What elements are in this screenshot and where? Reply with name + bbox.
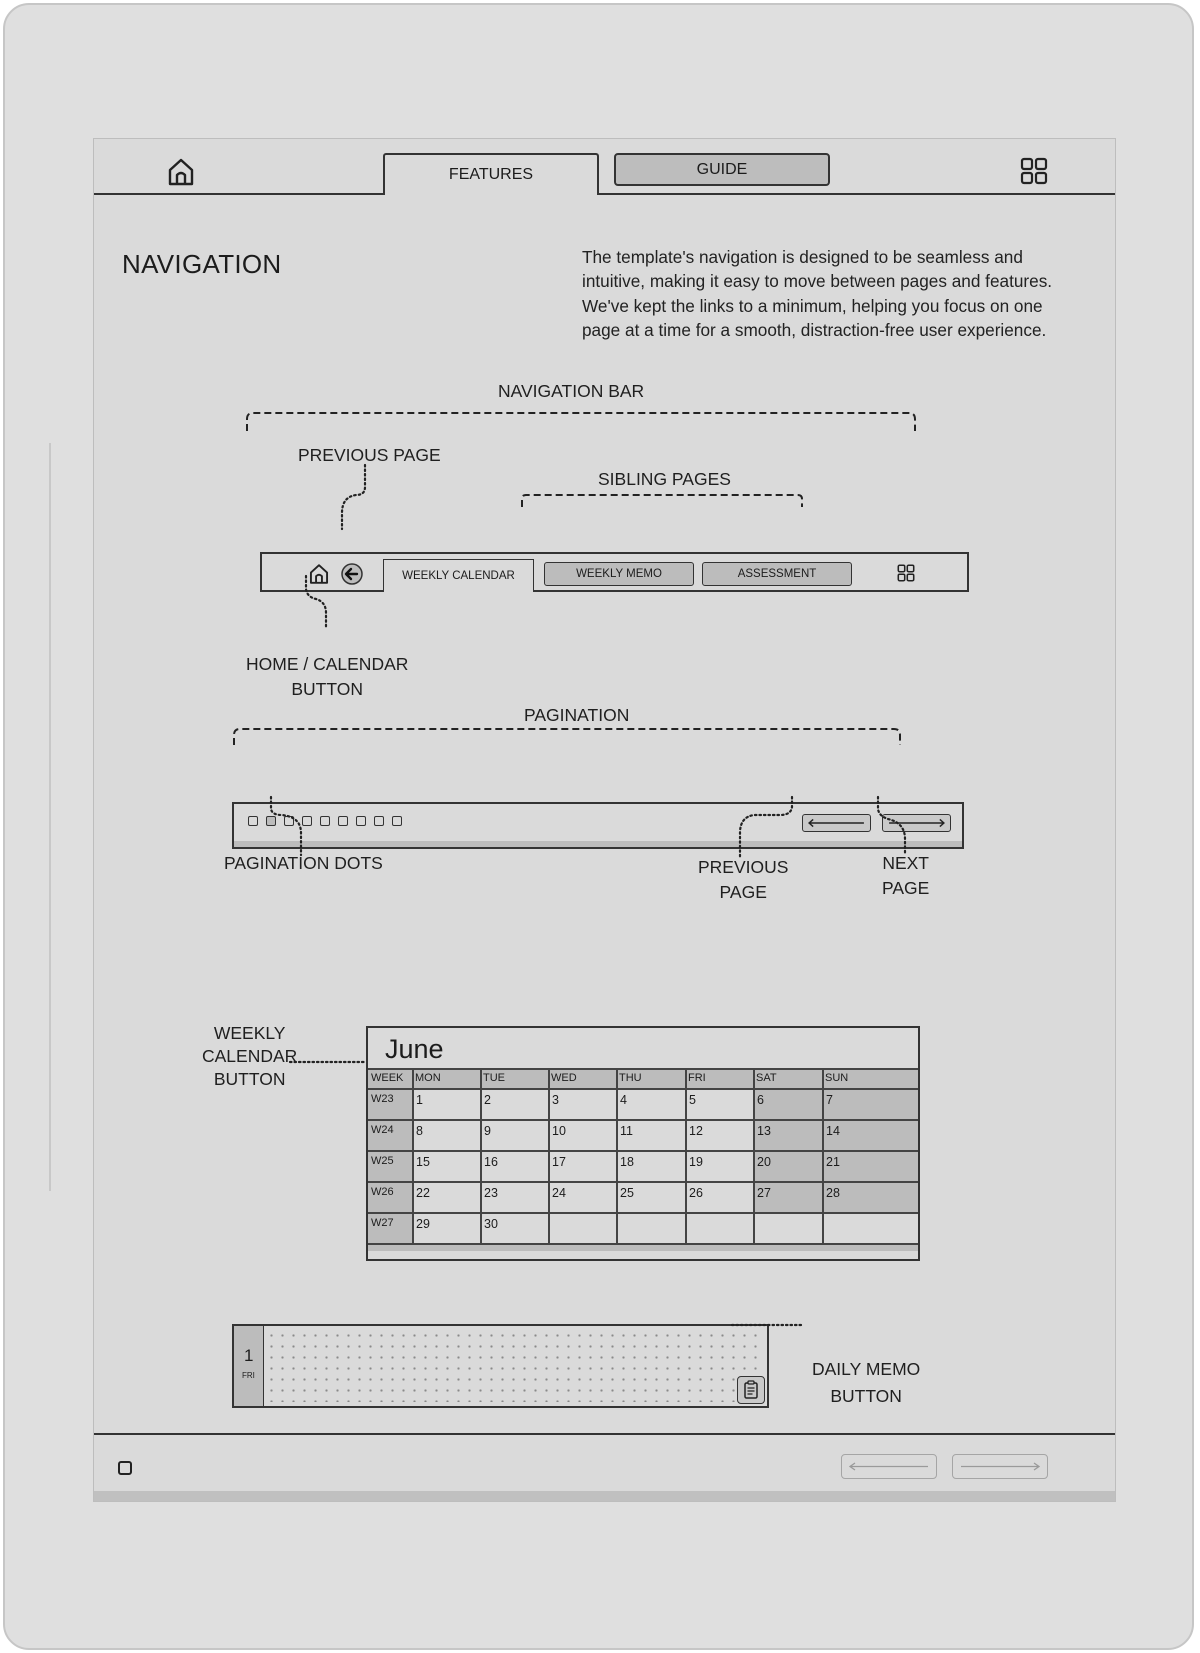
calendar-day-cell: 13 <box>757 1124 771 1138</box>
pagination-dot <box>302 816 312 826</box>
previous-page-pagination-label <box>698 855 788 905</box>
bottom-bar-divider <box>94 1433 1115 1435</box>
home-icon[interactable] <box>166 157 196 187</box>
calendar-day-header: WEEK <box>371 1072 404 1084</box>
nav-tab-weekly-memo: WEEKLY MEMO <box>544 562 694 586</box>
pagination-dot <box>356 816 366 826</box>
daily-memo-dow: FRI <box>242 1371 255 1380</box>
calendar-day-cell: 20 <box>757 1155 771 1169</box>
nav-tab-assessment: ASSESSMENT <box>702 562 852 586</box>
calendar-day-cell: 24 <box>552 1186 566 1200</box>
clipboard-icon <box>738 1377 764 1403</box>
calendar-illustration <box>366 1026 920 1261</box>
calendar-grid-line <box>368 1088 918 1090</box>
back-arrow-icon <box>341 563 363 585</box>
previous-page-pagination-label-line1: PREVIOUS <box>698 857 789 877</box>
calendar-grid-line <box>480 1068 482 1243</box>
bottom-edge-shadow <box>94 1491 1115 1501</box>
calendar-day-header: SAT <box>756 1072 777 1084</box>
pagination-dot <box>392 816 402 826</box>
pagination-dot <box>320 816 330 826</box>
nav-bar-section-label: NAVIGATION BAR <box>498 381 645 401</box>
calendar-grid-line <box>753 1068 755 1243</box>
calendar-day-header: THU <box>619 1072 642 1084</box>
pagination-bar-shadow <box>234 841 962 847</box>
tab-guide[interactable]: GUIDE <box>614 153 830 186</box>
calendar-grid-line <box>368 1181 918 1183</box>
weekly-calendar-label <box>202 1022 297 1091</box>
sibling-pages-label: SIBLING PAGES <box>598 469 731 489</box>
calendar-day-cell: 26 <box>689 1186 703 1200</box>
pagination-prev-button <box>802 814 871 832</box>
calendar-day-header: FRI <box>688 1072 706 1084</box>
previous-page-leader <box>342 465 365 529</box>
calendar-week-number: W25 <box>371 1155 394 1167</box>
calendar-week-number: W24 <box>371 1124 394 1136</box>
calendar-day-header: TUE <box>483 1072 505 1084</box>
pagination-dot <box>374 816 384 826</box>
previous-page-button[interactable] <box>841 1454 937 1479</box>
daily-memo-button <box>737 1376 765 1404</box>
sibling-pages-bracket <box>522 495 802 507</box>
previous-page-label: PREVIOUS PAGE <box>298 445 441 465</box>
calendar-day-cell: 11 <box>620 1124 633 1138</box>
nav-tab-weekly-calendar: WEEKLY CALENDAR <box>383 559 534 592</box>
pagination-illustration <box>232 802 964 849</box>
tablet-frame <box>3 3 1194 1650</box>
pagination-dot-current[interactable] <box>118 1461 132 1475</box>
next-page-label <box>882 851 929 901</box>
left-arrow-icon <box>803 815 870 831</box>
pagination-dot <box>248 816 258 826</box>
calendar-day-cell: 1 <box>416 1093 423 1107</box>
frame-left-line <box>49 443 51 1191</box>
calendar-day-cell: 28 <box>826 1186 840 1200</box>
calendar-grid-line <box>368 1150 918 1152</box>
calendar-week-number: W23 <box>371 1093 394 1105</box>
calendar-day-cell: 2 <box>484 1093 491 1107</box>
calendar-week-number: W27 <box>371 1217 394 1229</box>
pagination-bracket <box>234 729 900 745</box>
calendar-day-cell: 10 <box>552 1124 566 1138</box>
calendar-day-cell: 29 <box>416 1217 430 1231</box>
screen <box>93 138 1116 1502</box>
pagination-dot <box>284 816 294 826</box>
next-page-label-line1: NEXT <box>882 853 930 873</box>
calendar-grid-line <box>548 1068 550 1243</box>
calendar-day-cell: 27 <box>757 1186 771 1200</box>
daily-memo-date-panel <box>234 1326 264 1406</box>
nav-bar-illustration <box>260 552 969 592</box>
pagination-dot <box>266 816 276 826</box>
intro-text: The template's navigation is designed to be seamless and intuitive, making it easy to move between pages and features. We've kept the links to a minimum, helping you focus on one page at a time for a smooth, distraction-free user experience. <box>582 247 1053 340</box>
daily-memo-label <box>812 1356 920 1410</box>
calendar-grid-line <box>368 1119 918 1121</box>
daily-memo-illustration <box>232 1324 769 1408</box>
calendar-day-cell: 9 <box>484 1124 491 1138</box>
pagination-next-button <box>882 814 951 832</box>
nav-home-icon <box>308 563 330 585</box>
weekly-calendar-label-line2: CALENDAR <box>202 1046 298 1066</box>
calendar-day-cell: 3 <box>552 1093 559 1107</box>
next-page-label-line2: PAGE <box>882 878 930 898</box>
calendar-day-header: WED <box>551 1072 577 1084</box>
right-arrow-icon <box>953 1455 1047 1478</box>
weekly-calendar-label-line1: WEEKLY <box>213 1023 286 1043</box>
home-calendar-label-line2: BUTTON <box>291 679 363 699</box>
weekly-calendar-label-line3: BUTTON <box>213 1069 286 1089</box>
pagination-dots-label: PAGINATION DOTS <box>224 853 383 873</box>
calendar-grid-line <box>616 1068 618 1243</box>
previous-page-pagination-label-line2: PAGE <box>719 882 767 902</box>
nav-bar-bracket <box>247 413 915 431</box>
home-calendar-label <box>246 652 408 702</box>
daily-memo-day: 1 <box>244 1346 254 1365</box>
calendar-day-cell: 12 <box>689 1124 703 1138</box>
daily-memo-dot-grid <box>266 1330 763 1402</box>
calendar-day-cell: 7 <box>826 1093 833 1107</box>
pagination-dot <box>338 816 348 826</box>
calendar-day-cell: 16 <box>484 1155 498 1169</box>
calendar-day-cell: 6 <box>757 1093 764 1107</box>
calendar-bottom-shade <box>368 1245 918 1251</box>
left-arrow-icon <box>842 1455 936 1478</box>
calendar-day-cell: 5 <box>689 1093 696 1107</box>
calendar-grid-line <box>368 1068 918 1070</box>
calendar-day-cell: 22 <box>416 1186 430 1200</box>
right-arrow-icon <box>883 815 950 831</box>
calendar-grid-line <box>822 1068 824 1243</box>
calendar-month: June <box>385 1034 444 1064</box>
top-nav-divider <box>94 193 1115 195</box>
nav-grid-icon <box>897 564 915 582</box>
home-calendar-label-line1: HOME / CALENDAR <box>246 654 409 674</box>
calendar-day-cell: 19 <box>689 1155 703 1169</box>
page-title: NAVIGATION <box>122 249 282 279</box>
calendar-day-cell: 14 <box>826 1124 840 1138</box>
calendar-grid-line <box>368 1212 918 1214</box>
calendar-day-cell: 18 <box>620 1155 634 1169</box>
calendar-day-cell: 21 <box>826 1155 840 1169</box>
next-page-button[interactable] <box>952 1454 1048 1479</box>
calendar-day-cell: 15 <box>416 1155 430 1169</box>
pagination-section-label: PAGINATION <box>524 705 630 725</box>
calendar-week-number: W26 <box>371 1186 394 1198</box>
calendar-grid-line <box>685 1068 687 1243</box>
calendar-day-cell: 30 <box>484 1217 498 1231</box>
calendar-day-header: MON <box>415 1072 441 1084</box>
daily-memo-label-line1: DAILY MEMO <box>812 1359 921 1379</box>
calendar-day-cell: 4 <box>620 1093 627 1107</box>
calendar-day-cell: 17 <box>552 1155 566 1169</box>
calendar-day-header: SUN <box>825 1072 849 1084</box>
grid-icon[interactable] <box>1020 157 1048 185</box>
calendar-day-cell: 25 <box>620 1186 634 1200</box>
calendar-day-cell: 23 <box>484 1186 498 1200</box>
tab-features[interactable]: FEATURES <box>383 153 599 195</box>
calendar-day-cell: 8 <box>416 1124 423 1138</box>
calendar-grid-line <box>412 1068 414 1243</box>
daily-memo-label-line2: BUTTON <box>830 1386 902 1406</box>
